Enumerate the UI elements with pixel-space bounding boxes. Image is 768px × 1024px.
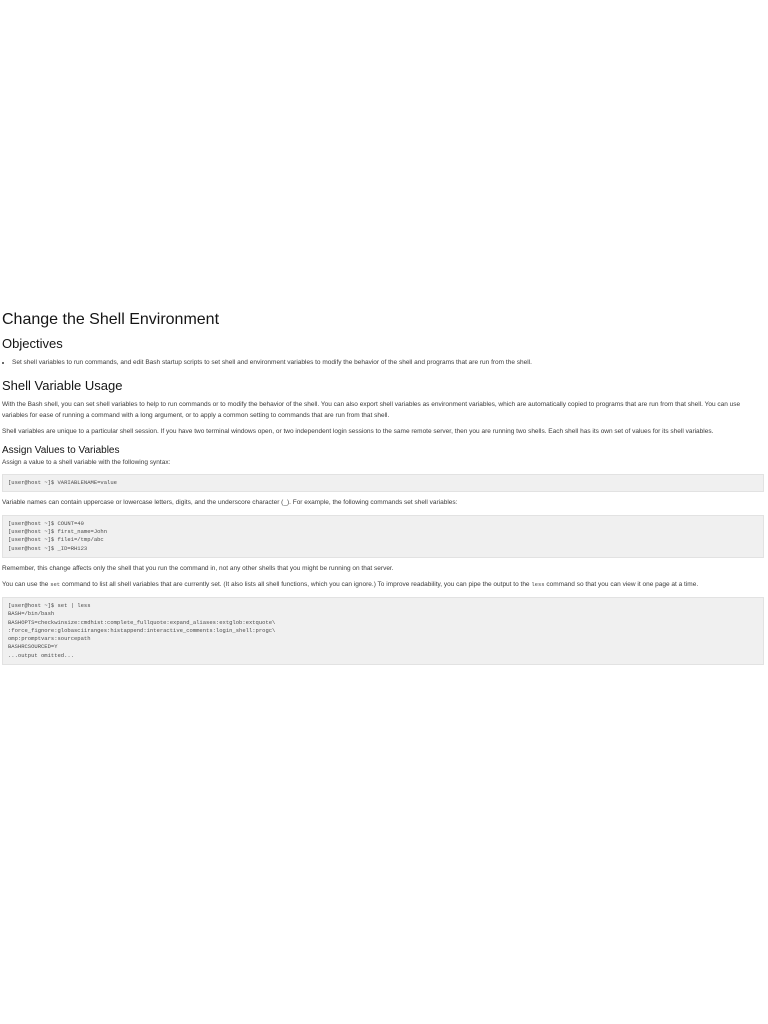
paragraph-assign-syntax: Assign a value to a shell variable with the following syntax:: [2, 458, 171, 466]
inline-code-less: less: [531, 581, 545, 589]
inline-code-set: set: [50, 581, 61, 589]
document-body: [2, 308, 764, 665]
text-fragment: command so that you can view it one page at a time.: [544, 581, 699, 589]
code-block-syntax: [user@host ~]$ VARIABLENAME=value: [2, 474, 764, 492]
objective-item: • Set shell variables to run commands, and edit Bash startup scripts to set shell and environment variables to modify the behavior of the shell and programs that are run from the shell.: [12, 358, 764, 368]
objectives-list: [2, 358, 764, 368]
page-title: Change the Shell Environment: [2, 311, 220, 328]
objectives-heading: Objectives: [2, 336, 63, 351]
paragraph-set-command: [2, 580, 764, 591]
paragraph-variable-names: Variable names can contain uppercase or lowercase letters, digits, and the underscore character (_). For example, the following commands set shell variables:: [2, 499, 458, 507]
subsection-heading: Assign Values to Variables: [2, 444, 120, 456]
code-block-examples: [user@host ~]$ COUNT=40 [user@host ~]$ first_name=John [user@host ~]$ file1=/tmp/abc [user@host ~]$ _ID=RH123: [2, 515, 764, 558]
text-fragment: command to list all shell variables that are currently set. (It also lists all shell functions, which you can ignore.) To improve readability, you can pipe the output to the: [60, 581, 532, 589]
paragraph-shell-variables-intro: With the Bash shell, you can set shell variables to help to run commands or to modify the behavior of the shell. You can also export shell variables as environment variables, which are automatically copied to programs that are run from that shell. You can use variables for ease of running a command with a long argument, or to apply a common setting to commands that are run from that shell.: [2, 401, 741, 419]
text-fragment: You can use the: [2, 581, 51, 589]
paragraph-remember: Remember, this change affects only the shell that you run the command in, not any other shells that you might be running on that server.: [2, 564, 394, 572]
code-block-set-output: [user@host ~]$ set | less BASH=/bin/bash BASHOPTS=checkwinsize:cmdhist:complete_fullquote:expand_aliases:extglob:extquote\ :force_fignore:globasciiranges:histappend:interactive_comments:login_shell:progc\ omp:promptvars:sourcepath BASHRCSOURCED=Y ...output omitted...: [2, 597, 764, 665]
section-heading: Shell Variable Usage: [2, 378, 123, 393]
paragraph-shell-session: Shell variables are unique to a particular shell session. If you have two terminal windows open, or two independent login sessions to the same remote server, then you are running two shells. Each shell has its own set of values for its shell variables.: [2, 428, 714, 435]
